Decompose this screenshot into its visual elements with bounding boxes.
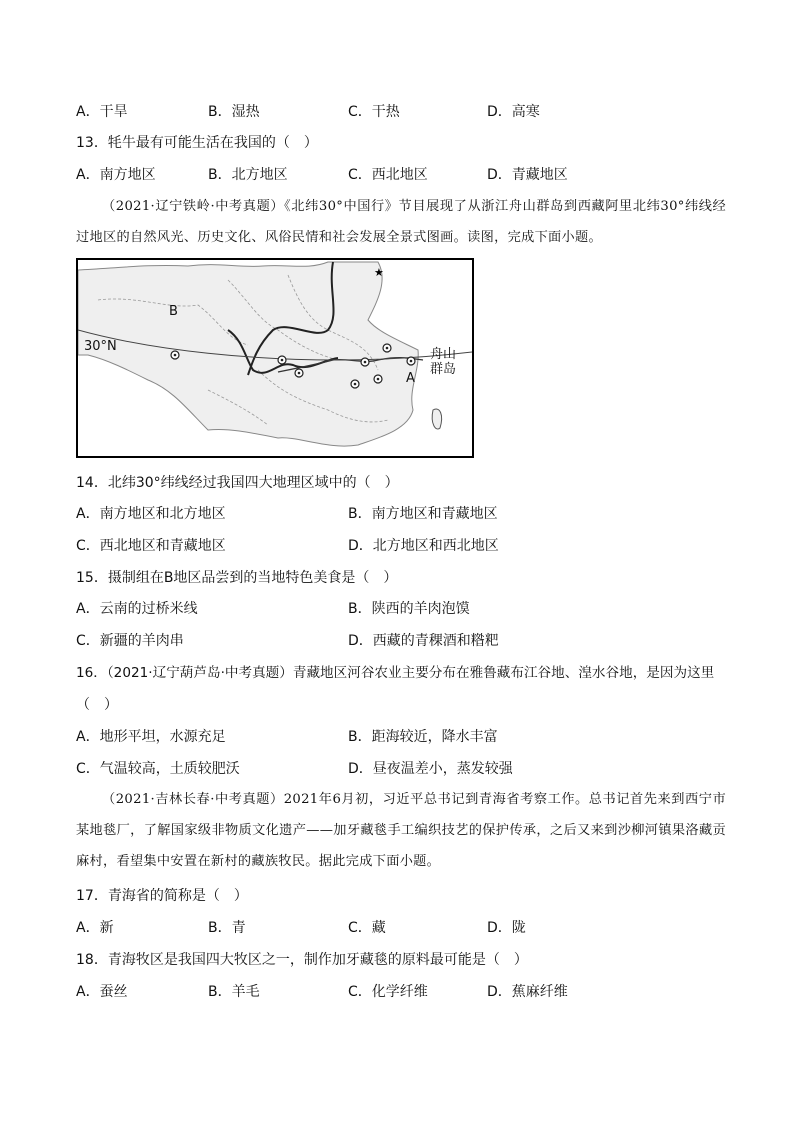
q14-option-a[interactable]: A．南方地区和北方地区 xyxy=(76,506,226,522)
latitude-30-map xyxy=(76,258,474,458)
q12-option-c[interactable]: C．干热 xyxy=(348,104,400,120)
q16-option-c[interactable]: C．气温较高，土质较肥沃 xyxy=(76,761,240,777)
q15-option-d[interactable]: D．西藏的青稞酒和糌粑 xyxy=(348,633,499,649)
q15-option-b[interactable]: B．陕西的羊肉泡馍 xyxy=(348,601,470,617)
q14-option-b[interactable]: B．南方地区和青藏地区 xyxy=(348,506,498,522)
q18-option-c[interactable]: C．化学纤维 xyxy=(348,984,428,1000)
map-label-zhoushan-2: 群岛 xyxy=(430,362,457,377)
q17-option-b[interactable]: B．青 xyxy=(208,920,246,936)
map-label-30n: 30°N xyxy=(84,339,117,354)
q14-option-c[interactable]: C．西北地区和青藏地区 xyxy=(76,538,226,554)
q16-stem-line1: 16．（2021·辽宁葫芦岛·中考真题）青藏地区河谷农业主要分布在雅鲁藏布江谷地、湟水谷地，是因为这里 xyxy=(76,665,715,681)
taiwan-island xyxy=(432,409,441,429)
q15-stem: 15．摄制组在B地区品尝到的当地特色美食是（ ） xyxy=(76,570,398,586)
map-label-a: A xyxy=(406,371,415,386)
q12-option-d[interactable]: D．高寒 xyxy=(487,104,540,120)
q13-option-a[interactable]: A．南方地区 xyxy=(76,167,156,183)
q13-stem: 13．牦牛最有可能生活在我国的（ ） xyxy=(76,135,318,151)
capital-star-icon: ★ xyxy=(374,266,384,279)
q17-stem: 17．青海省的简称是（ ） xyxy=(76,888,248,904)
q15-option-c[interactable]: C．新疆的羊肉串 xyxy=(76,633,184,649)
landmass-shape xyxy=(78,262,418,446)
map-label-b: B xyxy=(169,304,178,319)
q17-option-c[interactable]: C．藏 xyxy=(348,920,386,936)
q15-option-a[interactable]: A．云南的过桥米线 xyxy=(76,601,198,617)
q16-option-b[interactable]: B．距海较近，降水丰富 xyxy=(348,729,498,745)
q13-option-b[interactable]: B．北方地区 xyxy=(208,167,288,183)
q17-option-a[interactable]: A．新 xyxy=(76,920,114,936)
q18-option-a[interactable]: A．蚕丝 xyxy=(76,984,128,1000)
passage-beijing-30: （2021·辽宁铁岭·中考真题）《北纬30°中国行》节目展现了从浙江舟山群岛到西藏阿里北纬30°纬线经过地区的自然风光、历史文化、风俗民情和社会发展全景式图画。读图，完成下面小题。 xyxy=(76,199,726,245)
q16-option-a[interactable]: A．地形平坦，水源充足 xyxy=(76,729,226,745)
q17-option-d[interactable]: D．陇 xyxy=(487,920,526,936)
q16-stem-line2: （ ） xyxy=(76,697,118,713)
q14-option-d[interactable]: D．北方地区和西北地区 xyxy=(348,538,499,554)
q16-option-d[interactable]: D．昼夜温差小，蒸发较强 xyxy=(348,761,513,777)
passage-qinghai: （2021·吉林长春·中考真题）2021年6月初，习近平总书记到青海省考察工作。总书记首先来到西宁市某地毯厂，了解国家级非物质文化遗产——加牙藏毯手工编织技艺的保护传承，之后又来到沙柳河镇果洛藏贡麻村，看望集中安置在新村的藏族牧民。据此完成下面小题。 xyxy=(76,792,726,869)
china-outline-map xyxy=(78,260,472,456)
q13-option-d[interactable]: D．青藏地区 xyxy=(487,167,568,183)
q12-option-b[interactable]: B．湿热 xyxy=(208,104,260,120)
q18-stem: 18．青海牧区是我国四大牧区之一，制作加牙藏毯的原料最可能是（ ） xyxy=(76,952,528,968)
q13-option-c[interactable]: C．西北地区 xyxy=(348,167,428,183)
q12-option-a[interactable]: A．干旱 xyxy=(76,104,128,120)
q18-option-b[interactable]: B．羊毛 xyxy=(208,984,260,1000)
q14-stem: 14．北纬30°纬线经过我国四大地理区域中的（ ） xyxy=(76,475,399,491)
q18-option-d[interactable]: D．蕉麻纤维 xyxy=(487,984,568,1000)
map-label-zhoushan-1: 舟山 xyxy=(430,347,457,362)
